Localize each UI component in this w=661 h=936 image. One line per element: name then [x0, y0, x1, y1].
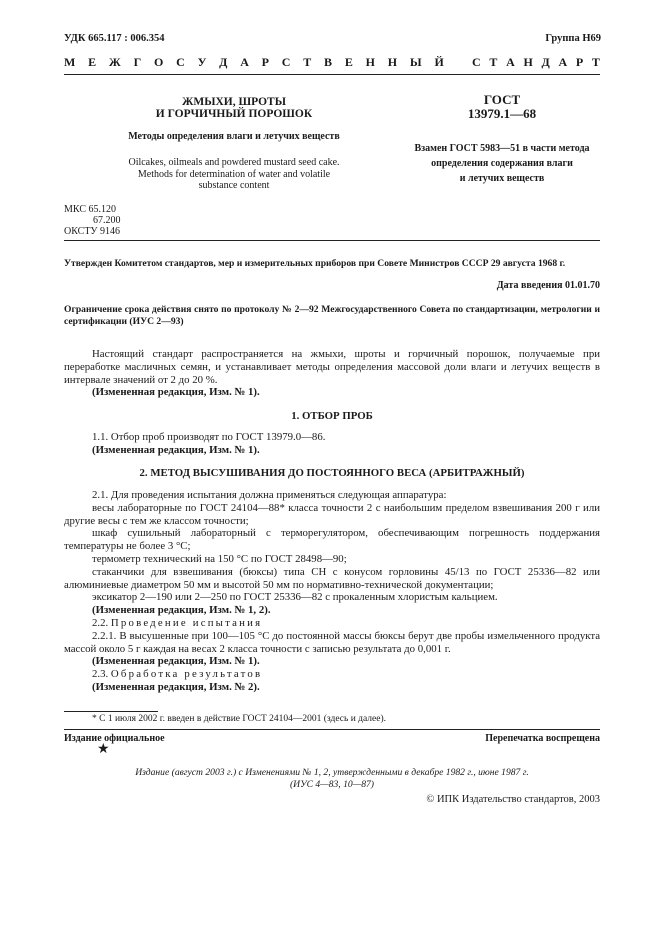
banner-letter: Ы: [409, 55, 422, 69]
banner-letter: А: [506, 55, 515, 69]
clause-2-2-title: Проведение испытания: [110, 616, 263, 629]
edition-line-1: Издание (август 2003 г.) с Изменениями № 1, 2, утвержденными в декабре 1982 г., июне 1987 г.: [135, 767, 529, 778]
clause-2-2-heading: [64, 617, 600, 630]
mks-code: МКС 65.120: [64, 204, 116, 215]
banner-letter: Г: [133, 55, 142, 69]
footnote: * С 1 июля 2002 г. введен в действие ГОСТ 24104—2001 (здесь и далее).: [92, 714, 387, 724]
scope-revision-note: (Измененная редакция, Изм. № 1).: [92, 386, 260, 399]
clause-2-2-1-revision-note: (Измененная редакция, Изм. № 1).: [92, 655, 260, 668]
replacement-line-1: Взамен ГОСТ 5983—51 в части метода: [414, 143, 590, 154]
replacement-line-2: определения содержания влаги: [431, 158, 573, 169]
gost-label: ГОСТ: [483, 92, 521, 107]
banner-letter: О: [153, 55, 164, 69]
english-title: [64, 157, 404, 192]
replacement-line-3: и летучих веществ: [459, 173, 545, 184]
footer-divider: [64, 729, 600, 730]
banner-letter: В: [324, 55, 333, 69]
banner-letter: Т: [489, 55, 498, 69]
gost-number: 13979.1—68: [467, 106, 537, 121]
banner-word-standard: [472, 55, 600, 70]
classification-codes: [64, 204, 121, 237]
banner-letter: У: [197, 55, 207, 69]
english-title-line-1: Oilcakes, oilmeals and powdered mustard seed cake.: [128, 157, 340, 168]
copyright-notice: © ИПК Издательство стандартов, 2003: [426, 794, 600, 805]
equipment-scales: весы лабораторные по ГОСТ 24104—88* класса точности 2 с наибольшим пределом взвешивания 200 г или другие весы с тем же классом точности;: [64, 501, 600, 527]
clause-2-2-number: 2.2.: [92, 616, 109, 629]
banner-letter: С: [176, 55, 185, 69]
clause-2-1-revision-note: (Измененная редакция, Изм. № 1, 2).: [92, 604, 271, 617]
star-icon: ★: [97, 742, 110, 757]
header-divider: [64, 74, 600, 75]
edition-line-2: (ИУС 4—83, 10—87): [289, 779, 374, 790]
clause-2-1: 2.1. Для проведения испытания должна применяться следующая аппаратура:: [92, 489, 447, 501]
equipment-desiccator: эксикатор 2—190 или 2—250 по ГОСТ 25336—82 с прокаленным хлористым кальцием.: [92, 591, 498, 604]
clause-2-3-revision-note: (Измененная редакция, Изм. № 2).: [92, 680, 260, 693]
footnote-separator: [64, 711, 158, 712]
udk-code: УДК 665.117 : 006.354: [64, 33, 165, 44]
gost-designation: [404, 93, 600, 121]
document-subtitle: Методы определения влаги и летучих веществ: [128, 131, 340, 142]
interstate-standard-banner: [64, 55, 600, 70]
official-edition-label: Издание официальное: [64, 733, 165, 744]
section-2-heading: 2. МЕТОД ВЫСУШИВАНИЯ ДО ПОСТОЯННОГО ВЕСА (АРБИТРАЖНЫЙ): [139, 467, 525, 479]
banner-letter: Н: [387, 55, 398, 69]
english-title-line-3: substance content: [198, 180, 270, 191]
reprint-prohibited-label: Перепечатка воспрещена: [485, 733, 600, 744]
validity-limit-note: Ограничение срока действия снято по протоколу № 2—92 Межгосударственного Совета по стандартизации, метрологии и сертификации (ИУС 2—93): [64, 304, 600, 327]
banner-letter: Е: [344, 55, 353, 69]
clause-2-3-number: 2.3.: [92, 668, 109, 681]
scope-section: [64, 348, 600, 399]
banner-letter: Р: [575, 55, 584, 69]
mks-code-2: 67.200: [93, 215, 121, 226]
clause-1-1: 1.1. Отбор проб производят по ГОСТ 13979.0—86.: [92, 431, 326, 443]
title-line-2: И ГОРЧИЧНЫЙ ПОРОШОК: [155, 108, 313, 120]
title-line-1: ЖМЫХИ, ШРОТЫ: [181, 96, 286, 108]
banner-letter: Т: [591, 55, 600, 69]
section-1-heading: 1. ОТБОР ПРОБ: [291, 410, 373, 422]
section-1-revision-note: (Измененная редакция, Изм. № 1).: [92, 443, 260, 456]
document-title: [64, 96, 404, 120]
banner-letter: Д: [541, 55, 550, 69]
clause-2-3-title: Обработка результатов: [110, 668, 263, 681]
title-divider: [64, 240, 600, 241]
banner-letter: Р: [261, 55, 269, 69]
scope-paragraph: Настоящий стандарт распространяется на жмыхи, шроты и горчичный порошок, получаемые при переработке масличных семян, и устанавливает методы определения массовой доли влаги и летучих веществ в интервале значений от 2 до 20 %.: [64, 348, 600, 386]
equipment-thermometer: термометр технический на 150 °С по ГОСТ 28498—90;: [92, 552, 347, 565]
section-2-body: [64, 489, 600, 694]
replacement-note: [384, 141, 620, 186]
banner-letter: Е: [88, 55, 97, 69]
banner-letter: Н: [523, 55, 533, 69]
banner-letter: Д: [219, 55, 228, 69]
introduction-date: Дата введения 01.01.70: [496, 280, 600, 291]
equipment-oven: шкаф сушильный лабораторный с терморегулятором, обеспечивающим погрешность поддержания температуры не более 3 °С;: [64, 527, 600, 553]
banner-letter: М: [64, 55, 76, 69]
banner-letter: Й: [434, 55, 444, 69]
group-code: Группа Н69: [545, 33, 601, 44]
banner-letter: А: [240, 55, 249, 69]
edition-info: [64, 767, 600, 791]
clause-2-3-heading: [64, 668, 600, 681]
banner-letter: Т: [303, 55, 312, 69]
english-title-line-2: Methods for determination of water and volatile: [137, 168, 331, 180]
section-1-body: [64, 431, 600, 457]
banner-letter: А: [558, 55, 568, 69]
clause-2-2-1: 2.2.1. В высушенные при 100—105 °С до постоянной массы бюксы берут две пробы измельченного продукта массой около 5 г каждая на весах 2 класса точности с записью результата до 0,001 г.: [64, 629, 600, 655]
banner-word-interstate: [64, 55, 444, 70]
approval-statement: Утвержден Комитетом стандартов, мер и измерительных приборов при Совете Министров СССР 29 августа 1968 г.: [64, 258, 566, 269]
banner-letter: Н: [365, 55, 375, 69]
banner-letter: С: [281, 55, 291, 69]
equipment-weighing-cups: стаканчики для взвешивания (бюксы) типа СН с конусом горловины 45/13 по ГОСТ 25336—82 или алюминиевые диаметром 50 мм и высотой 50 мм по нормативно-технической документации;: [64, 565, 600, 591]
okstu-code: ОКСТУ 9146: [64, 226, 121, 237]
banner-letter: С: [472, 55, 481, 69]
banner-letter: Ж: [108, 55, 121, 69]
